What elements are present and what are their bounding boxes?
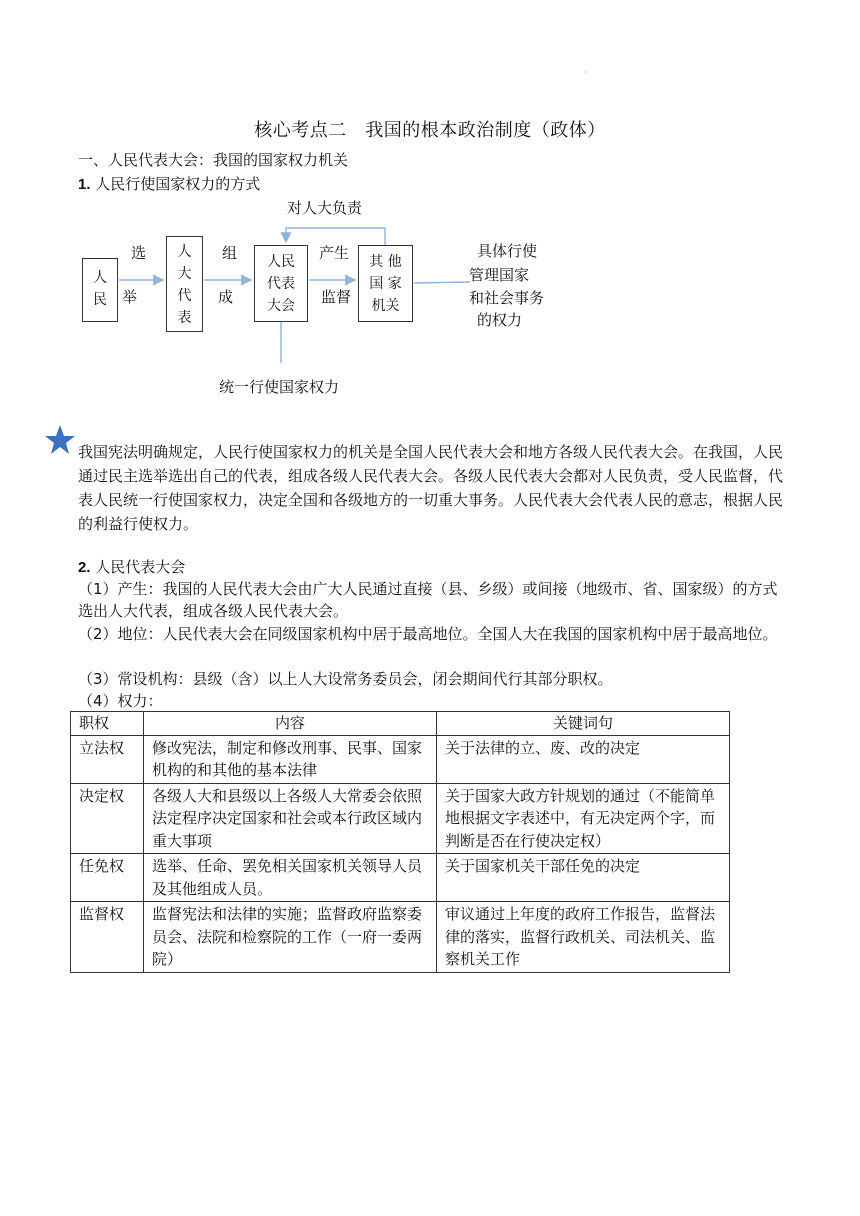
box-congress-line-2: 代表 — [267, 276, 295, 292]
box-congress — [254, 245, 308, 322]
section2-item-3: （3）常设机构：县级（含）以上人大设常务委员会，闭会期间代行其部分职权。 — [78, 670, 613, 688]
box-deputies-line-2: 大 — [177, 266, 192, 282]
power-flow-diagram — [0, 190, 860, 405]
cell-power: 决定权 — [71, 783, 144, 854]
cell-keywords: 审议通过上年度的政府工作报告，监督法律的落实，监督行政机关、司法机关、监察机关工作 — [437, 902, 730, 973]
box-people-line-2: 民 — [93, 292, 107, 308]
box-deputies-line-1: 人 — [177, 244, 192, 260]
box-people-line-1: 人 — [93, 270, 107, 286]
cell-power: 立法权 — [71, 735, 144, 783]
box-other-line-2: 国 家 — [369, 276, 402, 292]
box-other-organs — [358, 245, 413, 322]
box-other-line-1: 其 他 — [369, 254, 402, 270]
section2-number: 2. — [78, 559, 91, 576]
header-power: 职权 — [71, 712, 144, 736]
star-icon — [44, 424, 76, 460]
section2-item-4: （4）权力： — [78, 692, 163, 710]
section1-heading: 一、人民代表大会：我国的国家权力机关 — [78, 151, 349, 169]
page-title: 核心考点二 我国的根本政治制度（政体） — [254, 120, 606, 141]
label-form-top: 组 — [222, 244, 238, 262]
box-other-line-3: 机关 — [371, 298, 400, 314]
cell-content: 修改宪法，制定和修改刑事、民事、国家机构的和其他的基本法律 — [144, 735, 437, 783]
box-people — [82, 258, 118, 322]
constitution-paragraph: 我国宪法明确规定，人民行使国家权力的机关是全国人民代表大会和地方各级人民代表大会。在我国，人民通过民主选举选出自己的代表，组成各级人民代表大会。各级人民代表大会都对人民负责，受人民监督，代表人民统一行使国家权力，决定全国和各级地方的一切重大事务。人民代表大会代表人民的意志，根据人民的利益行使权力。 — [78, 443, 784, 533]
cell-content: 监督宪法和法律的实施；监督政府监察委员会、法院和检察院的工作（一府一委两院） — [144, 902, 437, 973]
label-right-line-1: 具体行使 — [477, 242, 538, 260]
box-congress-line-3: 大会 — [267, 298, 295, 314]
section2-subheading — [78, 556, 790, 579]
label-right-line-2: 管理国家 — [469, 266, 530, 284]
cell-power: 任免权 — [71, 854, 144, 902]
page-mark: · — [584, 68, 587, 77]
box-deputies-line-3: 代 — [177, 288, 192, 304]
label-responsible: 对人大负责 — [287, 199, 363, 217]
section2-item-1: （1）产生：我国的人民代表大会由广大人民通过直接（县、乡级）或间接（地级市、省、国家级）的方式选出人大代表，组成各级人民代表大会。 — [78, 580, 778, 620]
table-header-row — [71, 712, 730, 736]
label-produce: 产生 — [319, 244, 350, 262]
label-right-line-3: 和社会事务 — [469, 289, 545, 307]
cell-power: 监督权 — [71, 902, 144, 973]
line-to-right-text — [414, 282, 470, 283]
box-congress-line-1: 人民 — [267, 254, 295, 270]
table-row — [71, 783, 730, 854]
cell-keywords: 关于国家机关干部任免的决定 — [437, 854, 730, 902]
subheading-number: 1. — [78, 176, 91, 193]
label-unified-power: 统一行使国家权力 — [219, 378, 340, 396]
box-deputies-line-4: 表 — [177, 310, 192, 326]
table-row — [71, 902, 730, 973]
cell-content: 各级人大和县级以上各级人大常委会依照法定程序决定国家和社会或本行政区域内重大事项 — [144, 783, 437, 854]
cell-content: 选举、任命、罢免相关国家机关领导人员及其他组成人员。 — [144, 854, 437, 902]
powers-table — [70, 711, 730, 973]
label-form-bottom: 成 — [218, 288, 234, 306]
header-content: 内容 — [144, 712, 437, 736]
label-supervise: 监督 — [321, 288, 352, 306]
table-row — [71, 735, 730, 783]
cell-keywords: 关于法律的立、废、改的决定 — [437, 735, 730, 783]
header-keywords: 关键词句 — [437, 712, 730, 736]
section2-title: 人民代表大会 — [95, 558, 186, 576]
subheading-text: 人民行使国家权力的方式 — [95, 175, 261, 193]
table-row — [71, 854, 730, 902]
cell-keywords: 关于国家大政方针规划的通过（不能简单地根据文字表述中，有无决定两个字，而判断是否在行使决定权） — [437, 783, 730, 854]
box-deputies — [166, 236, 203, 332]
section2-item-2: （2）地位：人民代表大会在同级国家机构中居于最高地位。全国人大在我国的国家机构中居于最高地位。 — [78, 625, 778, 643]
label-elect-bottom: 举 — [122, 288, 138, 306]
label-right-line-4: 的权力 — [477, 311, 523, 329]
label-elect-top: 选 — [131, 244, 147, 262]
